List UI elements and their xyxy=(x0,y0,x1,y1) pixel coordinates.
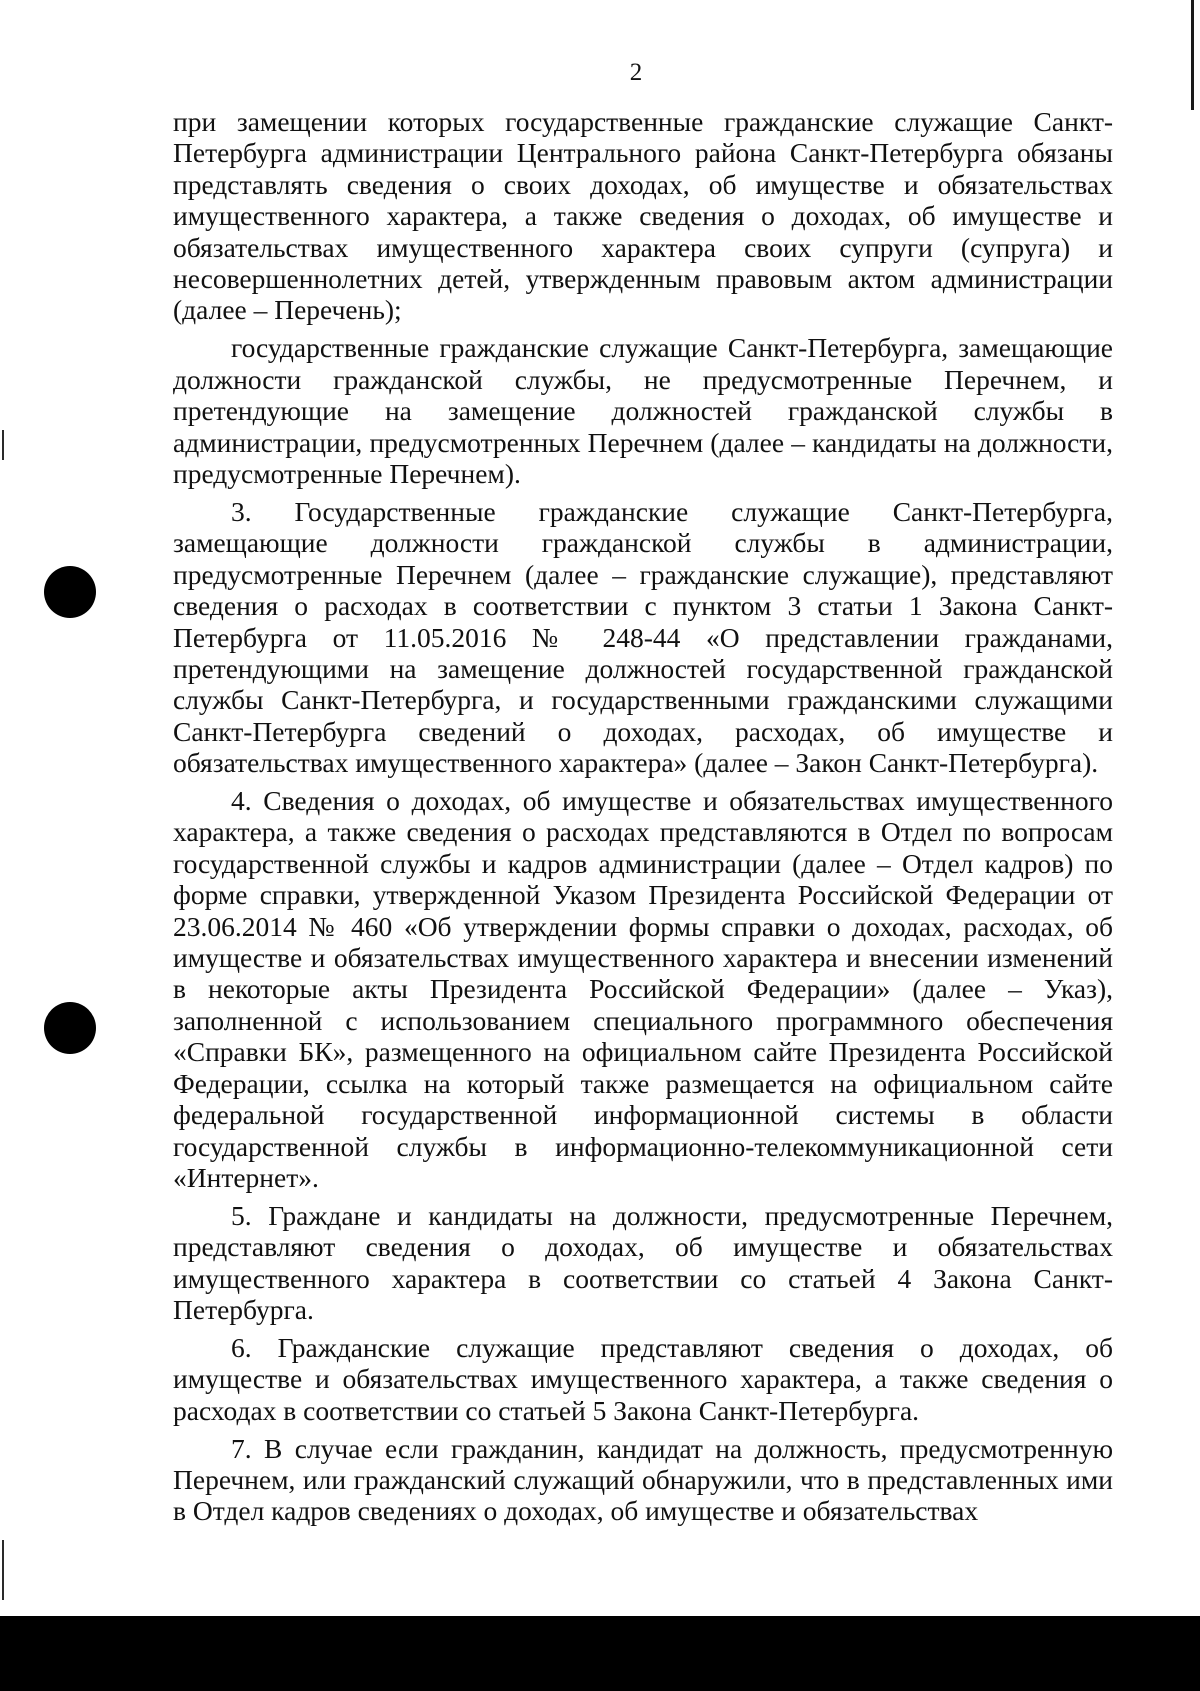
document-body xyxy=(173,106,1113,1533)
paragraph-item-3: 3. Государственные гражданские служащие Санкт-Петербурга, замещающие должности гражданской службы в администрации, предусмотренные Перечнем (далее – гражданские служащие), представляют сведения о расходах в соответствии с пунктом 3 статьи 1 Закона Санкт-Петербурга от 11.05.2016 № 248-44 «О представлении гражданами, претендующими на замещение должностей государственной гражданской службы Санкт-Петербурга, и государственными гражданскими служащими Санкт-Петербурга сведений о доходах, расходах, об имуществе и обязательствах имущественного характера» (далее – Закон Санкт-Петербурга). xyxy=(173,495,1113,779)
scan-edge-mark xyxy=(2,1540,4,1600)
paragraph-item-7: 7. В случае если гражданин, кандидат на должность, предусмотренную Перечнем, или гражданский служащий обнаружили, что в представленных ими в Отдел кадров сведениях о доходах, об имуществе и обязательствах xyxy=(173,1432,1113,1527)
scan-edge-mark xyxy=(2,430,4,460)
paragraph-item-6: 6. Гражданские служащие представляют сведения о доходах, об имуществе и обязательствах имущественного характера, а также сведения о расходах в соответствии со статьей 5 Закона Санкт-Петербурга. xyxy=(173,1331,1113,1426)
paragraph-item-5: 5. Граждане и кандидаты на должности, предусмотренные Перечнем, представляют сведения о доходах, об имуществе и обязательствах имущественного характера в соответствии со статьей 4 Закона Санкт-Петербурга. xyxy=(173,1199,1113,1326)
scan-edge-mark xyxy=(1191,0,1194,110)
page-number: 2 xyxy=(629,59,643,86)
scan-bottom-bar xyxy=(0,1616,1200,1691)
paragraph-list-continuation: при замещении которых государственные гражданские служащие Санкт-Петербурга администрации Центрального района Санкт-Петербурга обязаны представлять сведения о своих доходах, об имуществе и обязательствах имущественного характера, а также сведения о доходах, об имуществе и обязательствах имущественного характера своих супруги (супруга) и несовершеннолетних детей, утвержденным правовым актом администрации (далее – Перечень); xyxy=(173,106,1113,326)
punch-hole xyxy=(44,1002,96,1054)
paragraph-item-4: 4. Сведения о доходах, об имуществе и обязательствах имущественного характера, а также сведения о расходах представляются в Отдел по вопросам государственной службы и кадров администрации (далее – Отдел кадров) по форме справки, утвержденной Указом Президента Российской Федерации от 23.06.2014 № 460 «Об утверждении формы справки о доходах, расходах, об имуществе и обязательствах имущественного характера и внесении изменений в некоторые акты Президента Российской Федерации» (далее – Указ), заполненной с использованием специального программного обеспечения «Справки БК», размещенного на официальном сайте Президента Российской Федерации, ссылка на который также размещается на официальном сайте федеральной государственной информационной системы в области государственной службы в информационно-телекоммуникационной сети «Интернет». xyxy=(173,785,1113,1193)
paragraph-candidates: государственные гражданские служащие Санкт-Петербурга, замещающие должности гражданской службы, не предусмотренные Перечнем, и претендующие на замещение должностей гражданской службы в администрации, предусмотренных Перечнем (далее – кандидаты на должности, предусмотренные Перечнем). xyxy=(173,332,1113,489)
punch-hole xyxy=(44,566,96,618)
